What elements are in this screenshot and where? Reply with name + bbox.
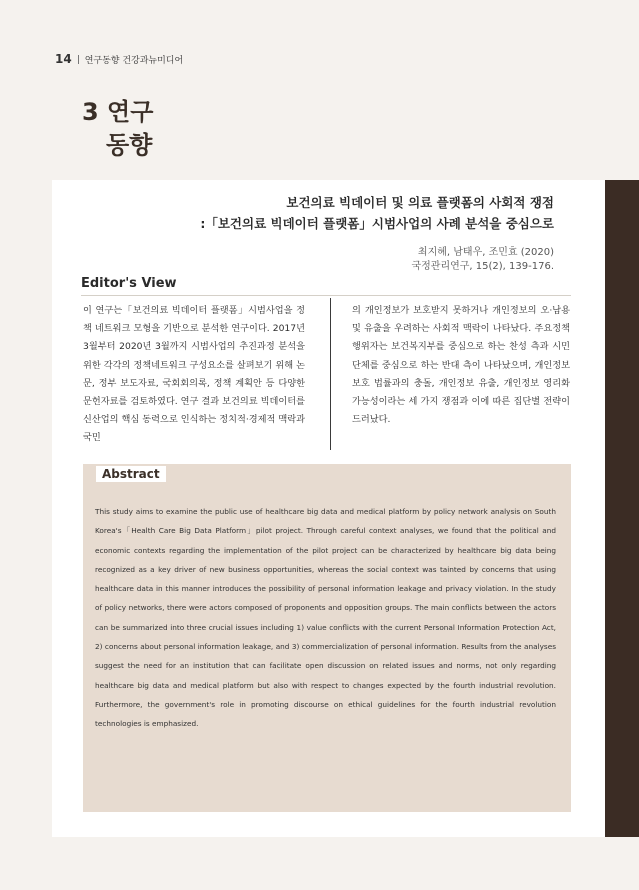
article-title xyxy=(200,192,554,234)
article-title-line2: :「보건의료 빅데이터 플랫폼」시범사업의 사례 분석을 중심으로 xyxy=(200,216,554,231)
page-number: 14 xyxy=(55,52,72,66)
abstract-text: This study aims to examine the public use of healthcare big data and medical platform by policy network analysis on South Korea's「Health Care Big Data Platform」pilot project. Through careful context analyses, we found that the political and economic contexts regarding the implementation of the pilot project can be characterized by healthcare big data being recognized as a key driver of new business opportunities, whereas the social context was tainted by concerns that using healthcare data in this manner introduces the possibility of personal information leakage and privacy violation. In the study of policy networks, there were actors composed of proponents and opposition groups. The main conflicts between the actors can be summarized into three crucial issues including 1) value conflicts with the current Personal Information Protection Act, 2) concerns about personal information leakage, and 3) commercialization of personal information. Results from the analyses suggest the need for an institution that can facilitate open discussion on related issues and norms, not only regarding healthcare big data and medical platform but also with respect to changes expected by the fourth industrial revolution. Furthermore, the government's role in promoting discourse on ethical guidelines for the fourth industrial revolution technologies is emphasized. xyxy=(95,507,556,729)
citation xyxy=(411,246,554,274)
article-title-line1: 보건의료 빅데이터 및 의료 플랫폼의 사회적 쟁점 xyxy=(286,195,554,210)
editors-view-divider xyxy=(81,295,571,296)
section-title xyxy=(82,96,153,162)
editors-view-heading: Editor's View xyxy=(81,276,177,291)
editors-view-left-column: 이 연구는「보건의료 빅데이터 플랫폼」시범사업을 정책 네트워크 모형을 기반으로 분석한 연구이다. 2017년 3월부터 2020년 3월까지 시범사업의 추진과정 분석을 위한 각각의 정책네트워크 구성요소를 살펴보기 위해 논문, 정부 보도자료, 국회회의록, 정책 계획안 등 다양한 문헌자료를 검토하였다. 연구 결과 보건의료 빅데이터를 신산업의 핵심 동력으로 인식하는 정치적·경제적 맥락과 국민 xyxy=(83,305,305,444)
citation-authors: 최지혜, 남태우, 조민효 (2020) xyxy=(417,247,554,258)
section-title-line2: 동향 xyxy=(106,131,153,159)
citation-journal: 국정관리연구, 15(2), 139-176. xyxy=(411,261,554,272)
header-separator xyxy=(78,55,79,64)
editors-view-right-column: 의 개인정보가 보호받지 못하거나 개인정보의 오·남용 및 유출을 우려하는 사회적 맥락이 나타났다. 주요정책 행위자는 보건복지부를 중심으로 하는 찬성 측과 시민단체를 중심으로 하는 반대 측이 나타났으며, 개인정보보호 법률과의 충돌, 개인정보 유출, 개인정보 영리화 가능성이라는 세 가지 쟁점과 이에 따른 집단별 전략이 드러났다. xyxy=(352,305,570,426)
running-title: 연구동향 건강과뉴미디어 xyxy=(84,55,184,66)
section-title-line1: 3 연구 xyxy=(82,98,154,126)
side-accent-bar xyxy=(605,180,639,837)
abstract-label: Abstract xyxy=(96,466,166,482)
column-divider xyxy=(330,298,331,450)
running-header xyxy=(55,52,183,66)
